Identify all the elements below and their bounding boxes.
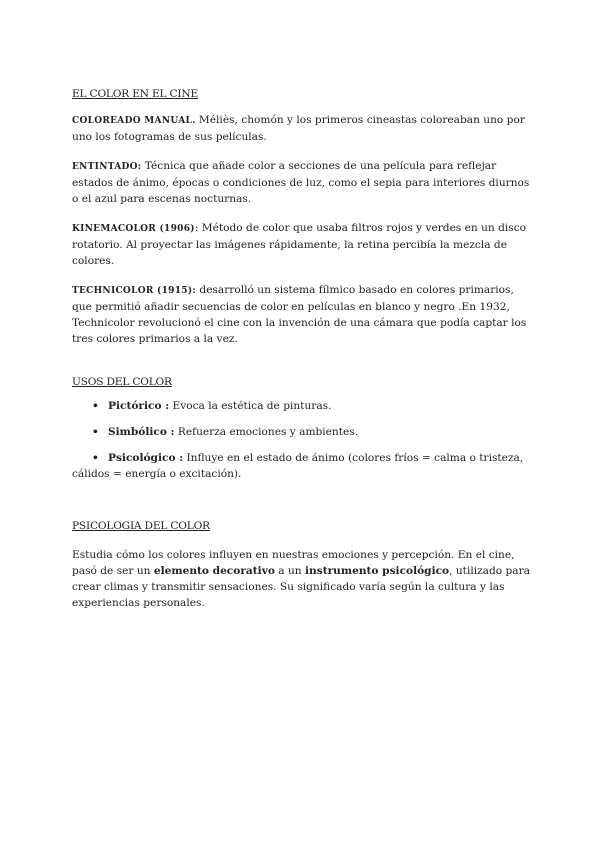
text-entintado: Técnica que añade color a secciones de una película para reflejar estados de ánimo, épocas o condiciones de luz, como el sepia para interiores diurnos o el azul para escenas nocturnas. — [72, 160, 530, 205]
term-technicolor: TECHNICOLOR (1915): — [72, 286, 197, 296]
bullet-icon: • — [92, 452, 99, 464]
term-kinemacolor: KINEMACOLOR (1906) — [72, 224, 195, 234]
section-title-psicologia-del-color: PSICOLOGIA DEL COLOR — [72, 520, 210, 532]
bullet-icon: • — [92, 426, 99, 438]
term-pictorico: Pictórico : — [108, 400, 170, 412]
text-psicologico: Influye en el estado de ánimo (colores fríos = calma o tristeza, cálidos = energía o excitación). — [72, 452, 524, 480]
psicologia-bold-instrumento: instrumento psicológico — [305, 565, 450, 577]
section-title-color-en-cine: EL COLOR EN EL CINE — [72, 88, 198, 100]
text-kinemacolor: : Método de color que usaba filtros rojos y verdes en un disco rotatorio. Al proyectar las imágenes rápidamente, la retina percibía la mezcla de colores. — [72, 222, 527, 267]
paragraph-coloreado-manual — [72, 112, 532, 145]
text-simbolico: Refuerza emociones y ambientes. — [174, 426, 359, 438]
section-title-usos-del-color: USOS DEL COLOR — [72, 376, 172, 388]
psicologia-text-2: a un — [274, 565, 305, 577]
paragraph-psicologia — [72, 547, 532, 611]
term-psicologico: Psicológico : — [108, 452, 184, 464]
paragraph-technicolor — [72, 282, 532, 347]
list-item-pictorico — [72, 398, 532, 414]
term-coloreado-manual: COLOREADO MANUAL. — [72, 116, 196, 126]
term-entintado: ENTINTADO: — [72, 162, 142, 172]
document-page — [72, 86, 532, 611]
paragraph-entintado — [72, 158, 532, 207]
text-coloreado-manual: Méliès, chomón y los primeros cineastas coloreaban uno por uno los fotogramas de sus películas. — [72, 114, 525, 143]
psicologia-text-1: Estudia cómo los colores influyen en nuestras emociones y percepción. En el cine, pasó de ser un — [72, 549, 515, 577]
text-technicolor: desarrolló un sistema fílmico basado en colores primarios, que permitió añadir secuencias de color en películas en blanco y negro .En 1932, Technicolor revolucionó el cine con la invención de una cámara que podía captar los tres colores primarios a la vez. — [72, 284, 527, 345]
list-item-psicologico — [72, 450, 532, 482]
psicologia-bold-elemento: elemento decorativo — [153, 565, 275, 577]
text-pictorico: Evoca la estética de pinturas. — [169, 400, 332, 412]
bullet-icon: • — [92, 400, 99, 412]
paragraph-kinemacolor — [72, 220, 532, 269]
usos-list — [72, 398, 532, 482]
list-item-simbolico — [72, 424, 532, 440]
term-simbolico: Simbólico : — [108, 426, 175, 438]
psicologia-text-3: , utilizado para crear climas y transmitir sensaciones. Su significado varía según la cultura y las experiencias personales. — [72, 565, 531, 609]
